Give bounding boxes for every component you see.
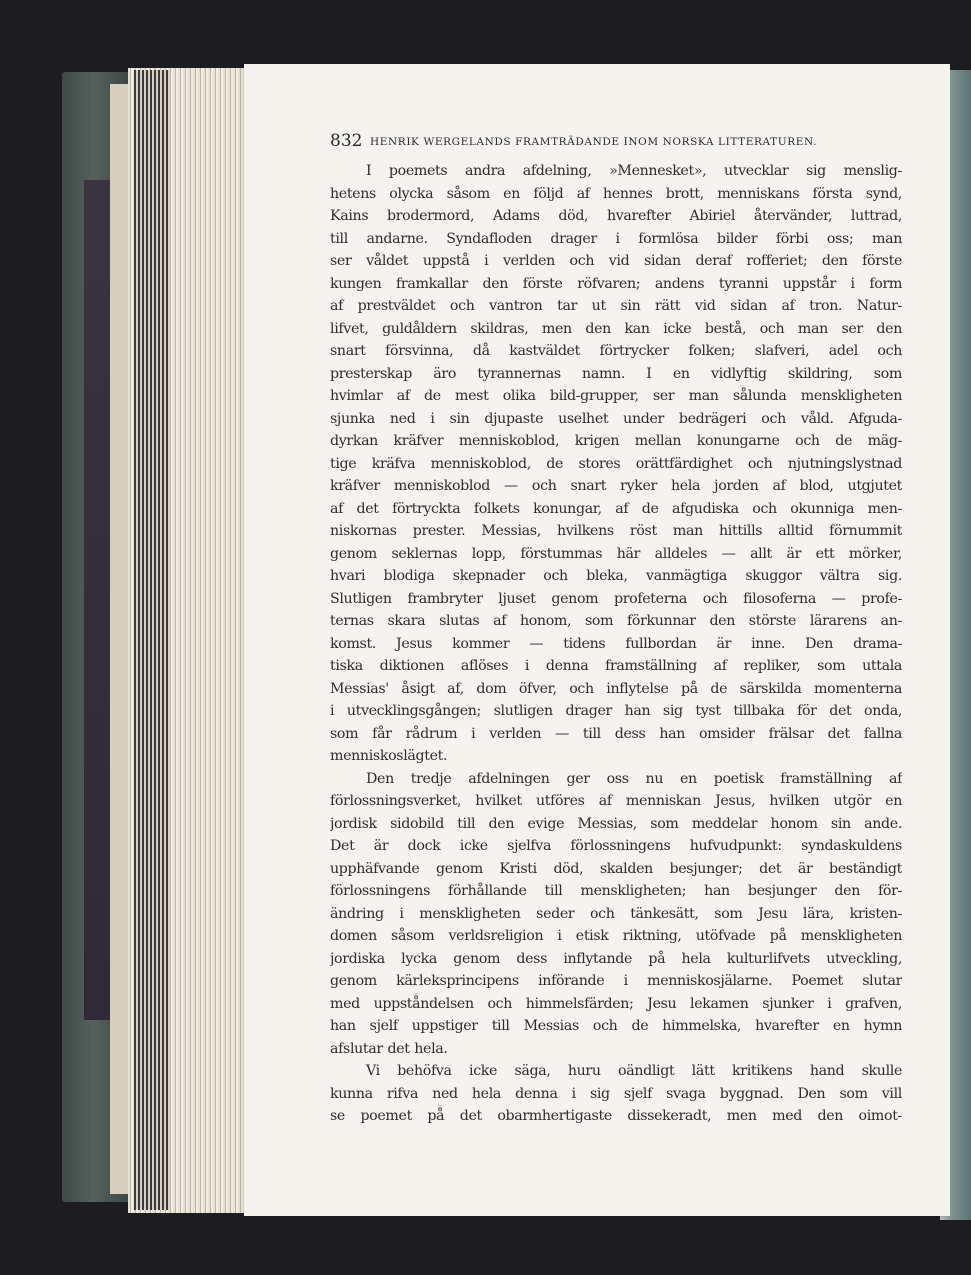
text-line: kräfver menniskoblod — och snart ryker hela jorden af blod, utgjutet [330, 478, 902, 494]
text-line: I poemets andra afdelning, »Mennesket», utvecklar sig menslig- [366, 163, 902, 179]
text-line: ändring i menskligheten seder och tänkesätt, som Jesu lära, kristen- [330, 905, 902, 922]
text-line: upphäfvande genom Kristi död, skalden besjunger; det är beständigt [330, 860, 902, 877]
text-line: Kains brodermord, Adams död, hvarefter Abiriel återvänder, luttrad, [330, 208, 902, 224]
text-line: förlossningens förhållande till menskligheten; han besjunger den för- [330, 883, 902, 899]
text-line: som får rådrum i verlden — till dess han omsider frälsar det fallna [330, 725, 902, 742]
page-number: 832 [330, 131, 363, 151]
text-line: Messias' åsigt af, dom öfver, och inflytelse på de särskilda momenterna [330, 680, 902, 697]
text-line: tiska diktionen aflöses i denna framställning af repliker, som uttala [330, 658, 902, 674]
text-line: Den tredje afdelningen ger oss nu en poetisk framställning af [366, 770, 902, 787]
page-header [330, 131, 930, 153]
text-line: genom seklernas lopp, förstummas här alldeles — allt är ett mörker, [330, 545, 902, 562]
text-line: lifvet, guldåldern skildras, men den kan icke bestå, och man ser den [330, 320, 902, 337]
text-line: snart försvinna, då kastväldet förtrycker folken; slafveri, adel och [330, 343, 902, 359]
text-line: ser våldet uppstå i verlden och vid sidan deraf rofferiet; den förste [330, 253, 902, 269]
text-line: jordiska lycka genom dess inflytande på hela kulturlifvets utveckling, [330, 950, 902, 967]
text-line: se poemet på det obarmhertigaste dissekeradt, men med den oimot- [330, 1108, 902, 1124]
text-line: presterskap äro tyrannernas namn. I en vidlyftig skildring, som [330, 365, 902, 382]
text-line: Det är dock icke sjelfva förlossningens hufvudpunkt: syndaskuldens [330, 838, 902, 854]
text-line: Vi behöfva icke säga, huru oändligt lätt kritikens hand skulle [366, 1063, 902, 1079]
text-line: kungen framkallar den förste röfvaren; andens tyranni uppstår i form [330, 275, 902, 292]
text-line: tige kräfva menniskoblod, de stores orättfärdighet och njutningslystnad [330, 455, 902, 472]
text-line: med uppståndelsen och himmelsfärden; Jesu lekamen sjunker i grafven, [330, 995, 902, 1012]
text-line: afslutar det hela. [330, 1040, 448, 1057]
page-edges-shadow [134, 70, 170, 1210]
text-line: genom kärleksprincipens införande i menniskosjälarne. Poemet slutar [330, 973, 902, 989]
text-line: menniskoslägtet. [330, 748, 448, 764]
text-line: sjunka ned i sin djupaste uselhet under bedrägeri och våld. Afguda- [330, 410, 902, 427]
body-text [330, 160, 902, 1128]
text-line: domen såsom verldsreligion i etisk riktning, utöfvade på menskligheten [330, 928, 902, 944]
running-head: HENRIK WERGELANDS FRAMTRÄDANDE INOM NORSKA LITTERATUREN. [370, 136, 818, 148]
text-line: till andarne. Syndafloden drager i formlösa bilder förbi oss; man [330, 230, 902, 247]
text-line: af prestväldet och vantron tar ut sin rätt vid sidan af tron. Natur- [330, 298, 902, 314]
text-line: jordisk sidobild till den evige Messias, som meddelar honom sin ande. [330, 815, 902, 832]
text-line: kunna rifva ned hela denna i sig sjelf svaga byggnad. Den som vill [330, 1085, 902, 1102]
text-line: förlossningsverket, hvilket utföres af menniskan Jesus, hvilken utgör en [330, 793, 902, 809]
book-page [244, 64, 950, 1216]
text-line: hvari blodiga skepnader och bleka, vanmägtiga skuggor vältra sig. [330, 568, 902, 584]
text-line: dyrkan kräfver menniskoblod, krigen mellan konungarne och de mäg- [330, 433, 902, 449]
text-line: i utvecklingsgången; slutligen drager han sig tyst tillbaka för det onda, [330, 703, 902, 719]
text-line: niskornas prester. Messias, hvilkens röst man hittills alltid förnummit [330, 523, 902, 539]
text-line: hvimlar af de mest olika bild-grupper, ser man sålunda menskligheten [330, 388, 902, 404]
text-line: komst. Jesus kommer — tidens fullbordan är inne. Den drama- [330, 635, 902, 652]
text-line: ternas skara slutas af honom, som förkunnar den störste lärarens an- [330, 613, 902, 629]
text-line: hetens olycka såsom en följd af hennes brott, menniskans första synd, [330, 185, 902, 202]
text-line: af det förtryckta folkets konungar, af de afgudiska och okunniga men- [330, 500, 902, 517]
text-line: Slutligen frambryter ljuset genom profeterna och filosoferna — profe- [330, 590, 902, 607]
text-line: han sjelf uppstiger till Messias och de himmelska, hvarefter en hymn [330, 1018, 902, 1034]
